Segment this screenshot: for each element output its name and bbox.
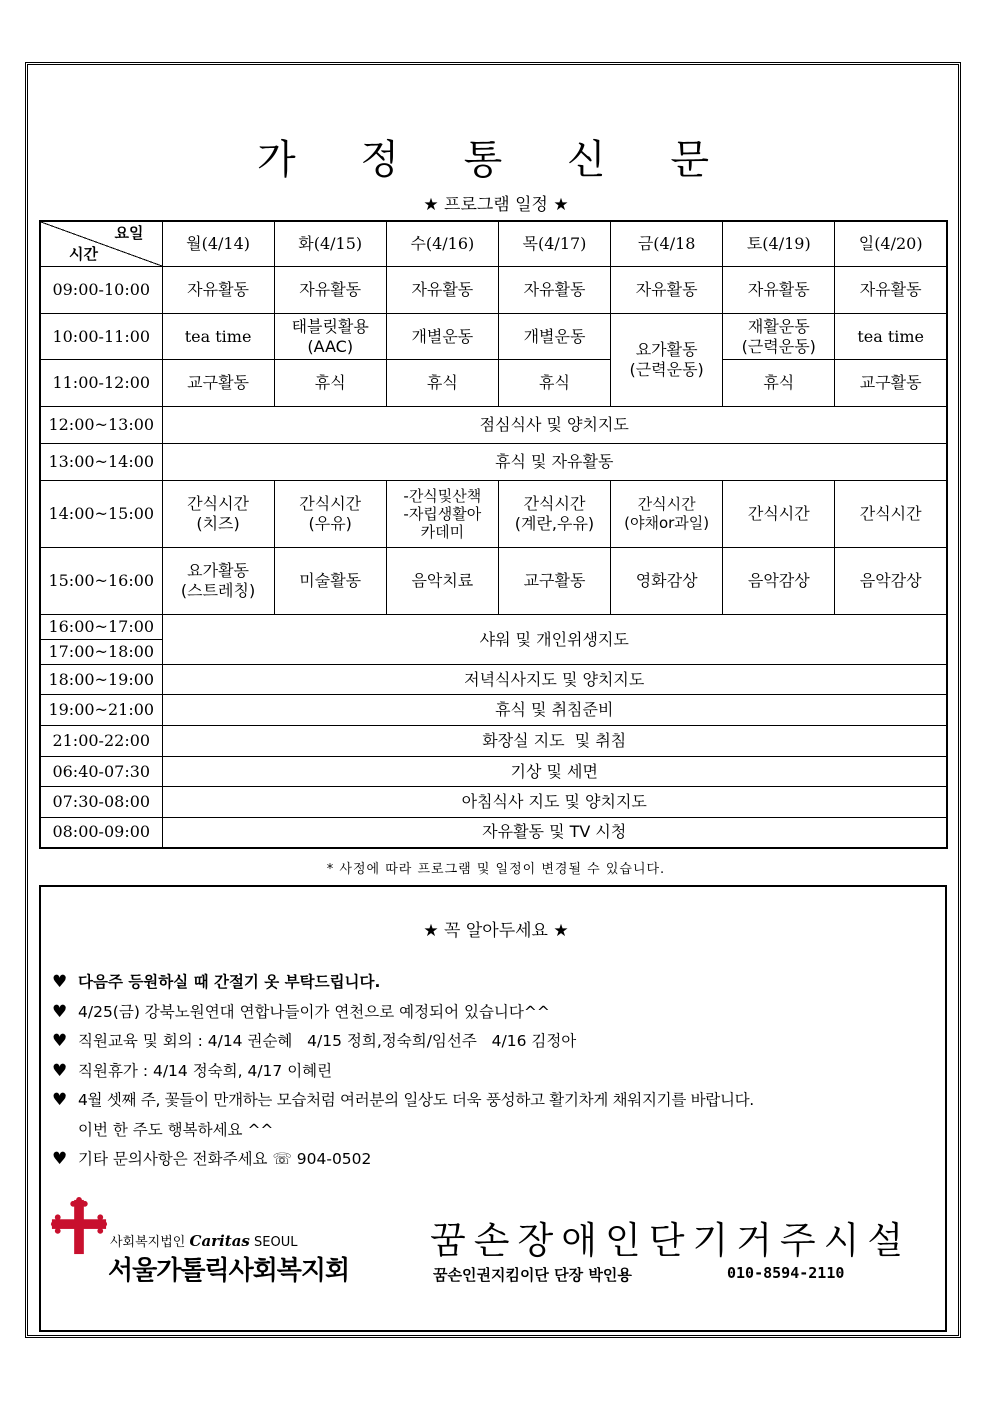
activity-cell: 자유활동 (386, 267, 498, 314)
table-row (40, 444, 947, 481)
time-cell: 18:00~19:00 (40, 665, 162, 695)
activity-cell: 간식시간 (계란,우유) (498, 481, 610, 548)
time-cell: 16:00~17:00 (40, 615, 162, 640)
activity-cell: 간식시간 (우유) (274, 481, 386, 548)
day-header-sat: 토(4/19) (723, 221, 835, 267)
corner-cell (40, 221, 162, 267)
time-cell: 12:00~13:00 (40, 407, 162, 444)
list-item (52, 1027, 932, 1057)
heart-icon: ♥ (52, 1001, 68, 1022)
logo-org-name: 서울가톨릭사회복지회 (108, 1256, 350, 1286)
logo-caritas: Caritas (189, 1232, 250, 1250)
activity-cell: 개별운동 (498, 314, 610, 360)
activity-cell: 아침식사 지도 및 양치지도 (162, 787, 947, 818)
list-item (52, 1086, 932, 1116)
activity-cell: 교구활동 (498, 548, 610, 615)
activity-cell: 휴식 및 취침준비 (162, 695, 947, 726)
activity-cell: 휴식 (498, 360, 610, 407)
time-cell: 07:30-08:00 (40, 787, 162, 818)
logo-corp-prefix: 사회복지법인 (110, 1235, 186, 1250)
activity-cell: 휴식 (386, 360, 498, 407)
table-row (40, 360, 947, 407)
activity-cell: 점심식사 및 양치지도 (162, 407, 947, 444)
activity-cell: 개별운동 (386, 314, 498, 360)
activity-cell: 간식시간 (야채or과일) (611, 481, 723, 548)
activity-cell: 간식시간 (치즈) (162, 481, 274, 548)
notice-text: 4/25(금) 강북노원연대 연합나들이가 연천으로 예정되어 있습니다^^ (78, 1002, 550, 1021)
time-cell: 13:00~14:00 (40, 444, 162, 481)
table-row (40, 267, 947, 314)
table-row (40, 407, 947, 444)
list-item (52, 1116, 932, 1146)
notice-title: ★ 꼭 알아두세요 ★ (423, 921, 569, 941)
activity-cell: 교구활동 (835, 360, 947, 407)
activity-cell: tea time (162, 314, 274, 360)
logo-corp-text (110, 1231, 297, 1250)
activity-cell: 요가활동 (스트레칭) (162, 548, 274, 615)
activity-cell: 태블릿활용 (AAC) (274, 314, 386, 360)
schedule-table (39, 220, 948, 849)
heart-icon: ♥ (52, 1031, 68, 1051)
heart-icon: ♥ (52, 1090, 68, 1110)
notice-list (52, 968, 932, 1175)
time-cell: 21:00-22:00 (40, 726, 162, 757)
activity-cell: 휴식 및 자유활동 (162, 444, 947, 481)
activity-cell: 휴식 (274, 360, 386, 407)
time-cell: 15:00~16:00 (40, 548, 162, 615)
table-row (40, 787, 947, 818)
time-cell: 10:00-11:00 (40, 314, 162, 360)
table-row (40, 757, 947, 787)
activity-cell: 휴식 (723, 360, 835, 407)
time-cell: 09:00-10:00 (40, 267, 162, 314)
notice-text: 직원교육 및 회의 : 4/14 권순혜 4/15 정희,정숙희/임선주 4/16 김정아 (78, 1032, 577, 1050)
day-header-fri: 금(4/18 (611, 221, 723, 267)
header-row (40, 221, 947, 267)
activity-cell: 미술활동 (274, 548, 386, 615)
day-header-mon: 월(4/14) (162, 221, 274, 267)
table-row (40, 665, 947, 695)
schedule-change-note: * 사정에 따라 프로그램 및 일정이 변경될 수 있습니다. (326, 862, 666, 877)
activity-cell: 음악치료 (386, 548, 498, 615)
activity-cell: 영화감상 (611, 548, 723, 615)
notice-text: 다음주 등원하실 때 간절기 옷 부탁드립니다. (78, 973, 381, 991)
activity-cell: -간식및산책 -자립생활아 카데미 (386, 481, 498, 548)
notice-text: 4월 셋째 주, 꽃들이 만개하는 모습처럼 여러분의 일상도 더욱 풍성하고 활기차게 채워지기를 바랍니다. (78, 1091, 754, 1109)
activity-cell: 화장실 지도 및 취침 (162, 726, 947, 757)
activity-cell: 기상 및 세면 (162, 757, 947, 787)
list-item (52, 1145, 932, 1175)
table-row (40, 615, 947, 640)
day-header-tue: 화(4/15) (274, 221, 386, 267)
list-item (52, 998, 932, 1028)
corner-time-label: 시간 (69, 245, 98, 264)
table-row (40, 314, 947, 360)
table-row (40, 481, 947, 548)
activity-cell: 저녁식사지도 및 양치지도 (162, 665, 947, 695)
activity-cell: 요가활동 (근력운동) (611, 314, 723, 407)
activity-cell: 음악감상 (835, 548, 947, 615)
activity-cell: 자유활동 (835, 267, 947, 314)
table-row (40, 548, 947, 615)
page-title: 가 정 통 신 문 (256, 137, 736, 183)
notice-text: 기타 문의사항은 전화주세요 ☏ 904-0502 (78, 1150, 372, 1168)
time-cell: 06:40-07:30 (40, 757, 162, 787)
caritas-cross-icon (51, 1197, 107, 1254)
time-cell: 17:00~18:00 (40, 640, 162, 665)
notice-text: 이번 한 주도 행복하세요 ^^ (78, 1120, 274, 1139)
activity-cell: 재활운동 (근력운동) (723, 314, 835, 360)
time-cell: 19:00~21:00 (40, 695, 162, 726)
list-item (52, 968, 932, 998)
activity-cell: 음악감상 (723, 548, 835, 615)
day-header-wed: 수(4/16) (386, 221, 498, 267)
caritas-logo-icon (50, 1197, 108, 1257)
notice-text: 직원휴가 : 4/14 정숙희, 4/17 이혜린 (78, 1061, 333, 1080)
activity-cell: 자유활동 (723, 267, 835, 314)
list-item (52, 1057, 932, 1087)
activity-cell: 샤워 및 개인위생지도 (162, 615, 947, 665)
activity-cell: 자유활동 (162, 267, 274, 314)
heart-icon: ♥ (52, 1060, 68, 1081)
heart-icon: ♥ (52, 1149, 68, 1169)
day-header-thu: 목(4/17) (498, 221, 610, 267)
corner-day-label: 요일 (114, 224, 144, 242)
activity-cell: 자유활동 (611, 267, 723, 314)
table-row (40, 726, 947, 757)
table-row (40, 818, 947, 848)
leader-info: 꿈손인권지킴이단 단장 박인용 (433, 1266, 632, 1284)
logo-seoul: SEOUL (254, 1235, 298, 1250)
activity-cell: 자유활동 및 TV 시청 (162, 818, 947, 848)
time-cell: 11:00-12:00 (40, 360, 162, 407)
activity-cell: 자유활동 (498, 267, 610, 314)
time-cell: 08:00-09:00 (40, 818, 162, 848)
time-cell: 14:00~15:00 (40, 481, 162, 548)
facility-name: 꿈손장애인단기거주시설 (430, 1219, 912, 1262)
activity-cell: tea time (835, 314, 947, 360)
activity-cell: 자유활동 (274, 267, 386, 314)
table-row (40, 695, 947, 726)
day-header-sun: 일(4/20) (835, 221, 947, 267)
schedule-subtitle: ★ 프로그램 일정 ★ (423, 195, 569, 215)
leader-phone: 010-8594-2110 (727, 1264, 845, 1282)
activity-cell: 간식시간 (723, 481, 835, 548)
activity-cell: 간식시간 (835, 481, 947, 548)
activity-cell: 교구활동 (162, 360, 274, 407)
heart-icon: ♥ (52, 972, 68, 992)
